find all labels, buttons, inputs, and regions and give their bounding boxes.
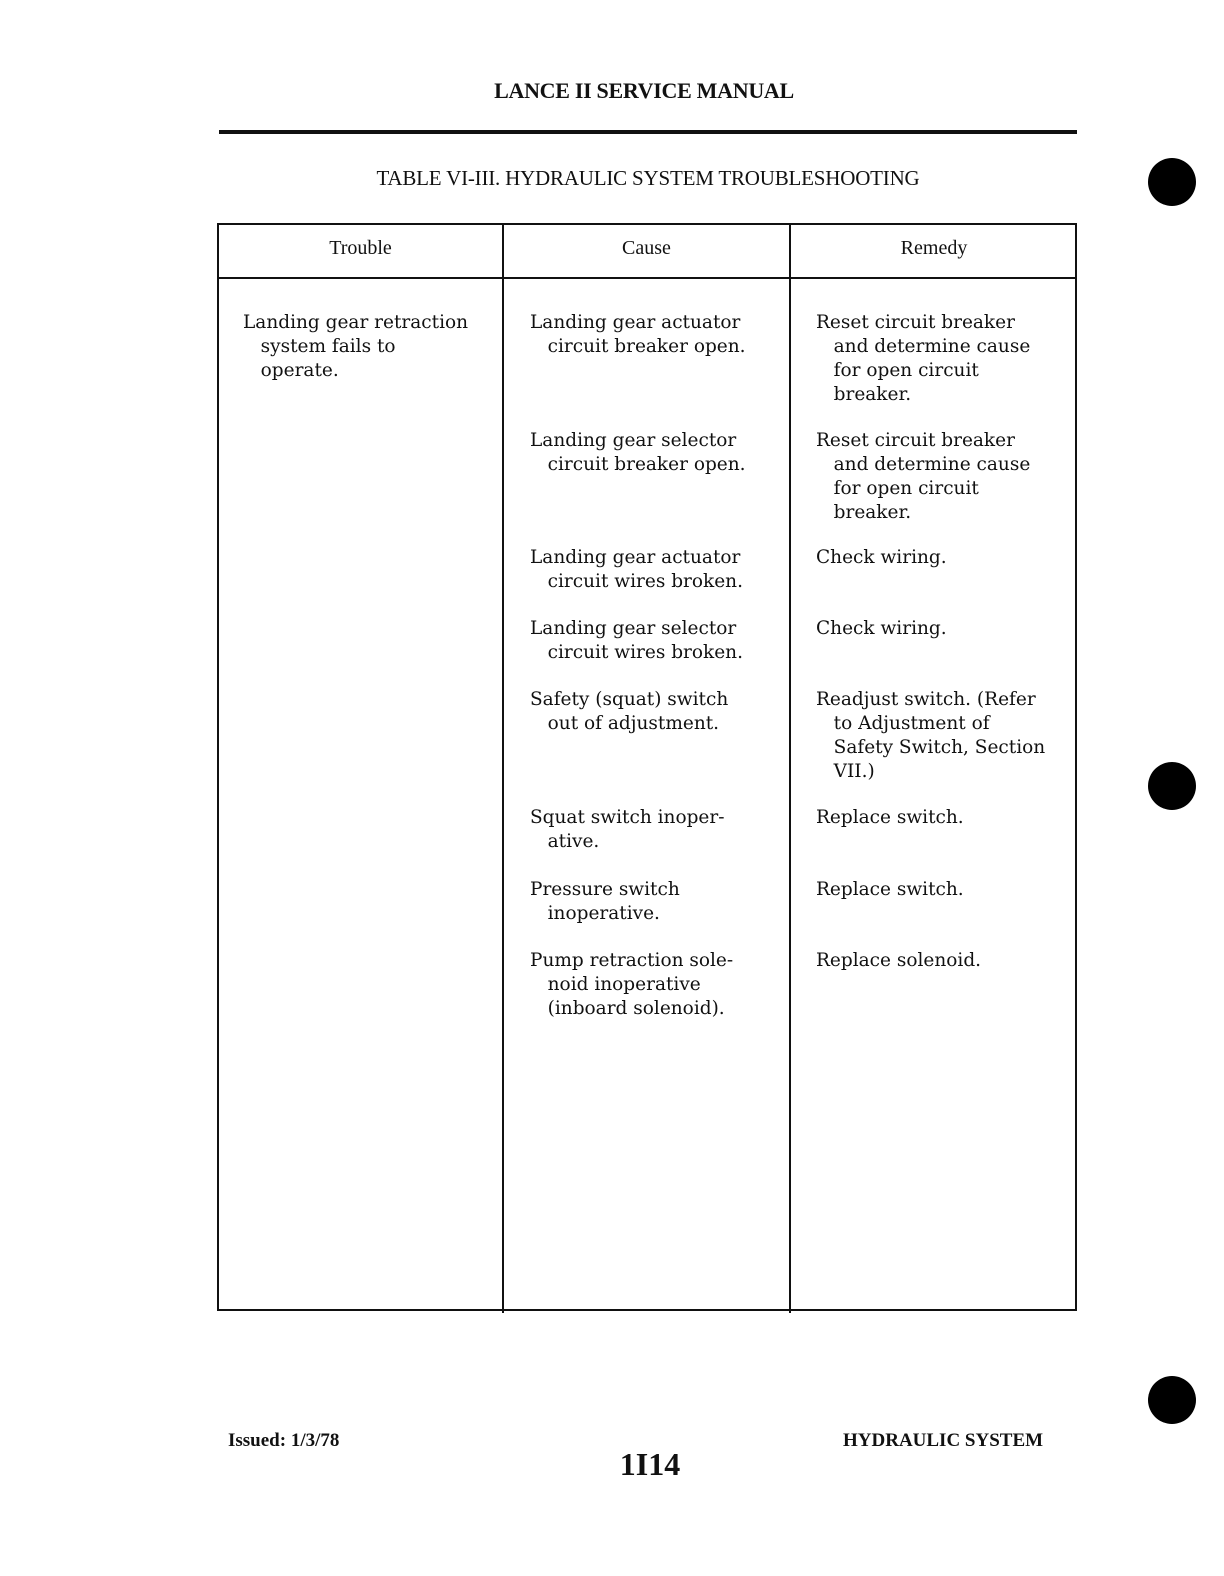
remedy-cell: Check wiring. [816,618,947,639]
punch-hole-mark [1148,158,1196,206]
issued-date: Issued: 1/3/78 [228,1430,340,1451]
trouble-cell: Landing gear retraction system fails to operate. [243,312,469,381]
cause-cell: Landing gear selector circuit breaker open. [530,430,746,475]
remedy-cell: Replace switch. [816,807,964,828]
cause-cell: Safety (squat) switch out of adjustment. [530,689,729,734]
cause-cell: Landing gear actuator circuit wires broken. [530,547,743,592]
cause-cell: Landing gear actuator circuit breaker open. [530,312,746,357]
cause-cell: Pump retraction sole- noid inoperative (inboard solenoid). [530,950,734,1019]
remedy-cell: Check wiring. [816,547,947,568]
header-rule [219,130,1077,134]
cause-cell: Landing gear selector circuit wires broken. [530,618,743,663]
punch-hole-mark [1148,762,1196,810]
column-divider [789,223,791,1313]
section-name: HYDRAULIC SYSTEM [843,1430,1044,1451]
column-header-cause: Cause [622,237,671,259]
punch-hole-mark [1148,1376,1196,1424]
manual-title: LANCE II SERVICE MANUAL [494,78,794,103]
remedy-cell: Replace solenoid. [816,950,982,971]
cause-cell: Squat switch inoper- ative. [530,807,725,852]
remedy-cell: Reset circuit breaker and determine cause for open circuit breaker. [816,430,1031,523]
remedy-cell: Replace switch. [816,879,964,900]
remedy-cell: Reset circuit breaker and determine cause for open circuit breaker. [816,312,1031,405]
header-divider [217,277,1077,279]
column-header-remedy: Remedy [900,237,968,259]
cause-cell: Pressure switch inoperative. [530,879,680,924]
column-header-trouble: Trouble [329,237,392,259]
table-title: TABLE VI-III. HYDRAULIC SYSTEM TROUBLESHOOTING [376,166,920,190]
column-divider [502,223,504,1313]
remedy-cell: Readjust switch. (Refer to Adjustment of Safety Switch, Section VII.) [816,689,1046,782]
page-number: 1I14 [619,1446,681,1482]
